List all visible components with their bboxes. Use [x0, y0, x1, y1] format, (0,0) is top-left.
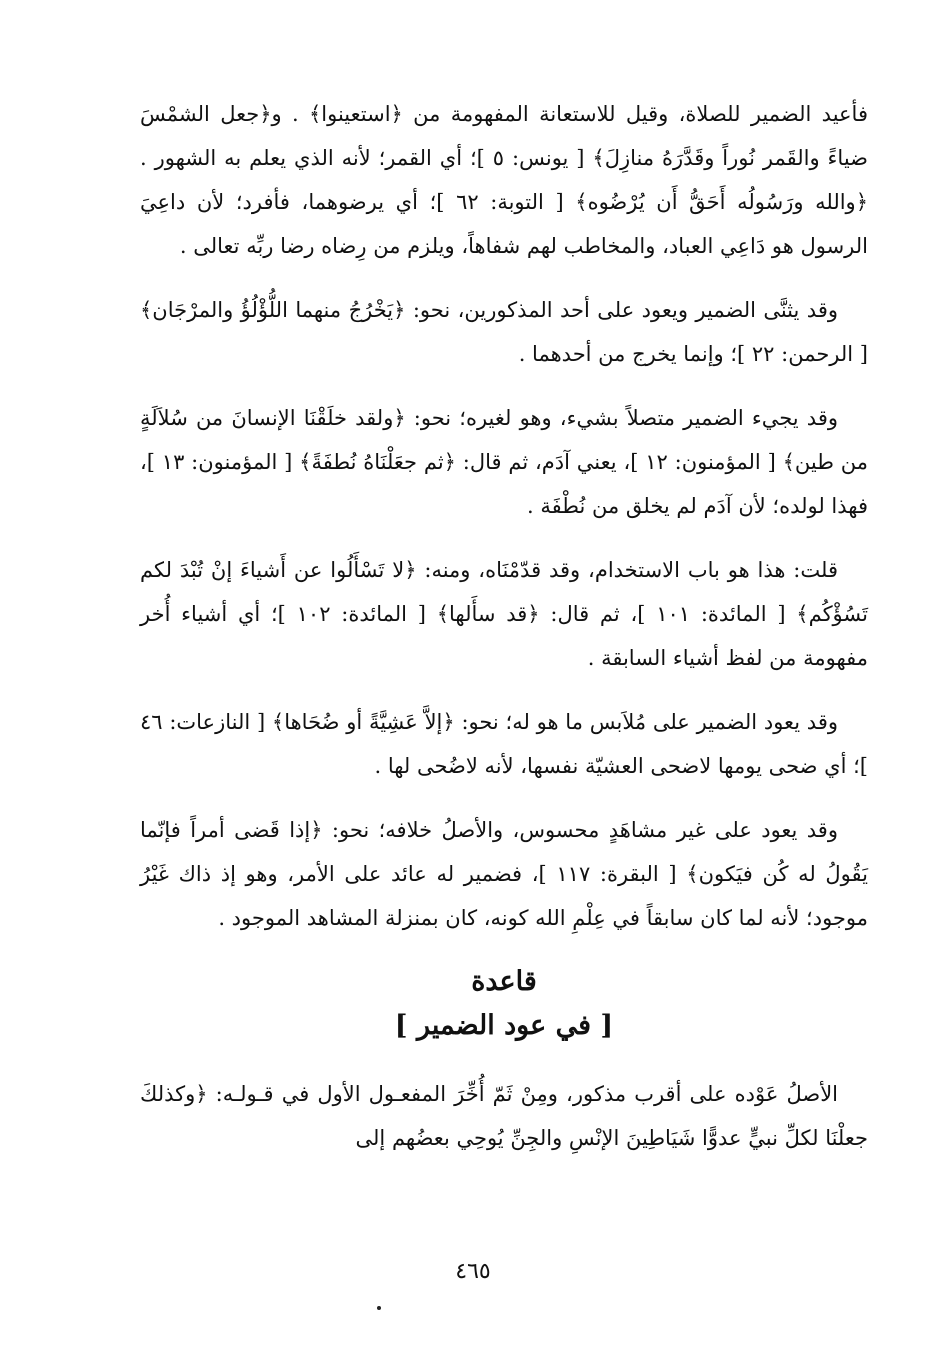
paragraph-6: وقد يعود على غير مشاهَدٍ محسوس، والأصلُ خلافه؛ نحو: ﴿إذا قَضى أمراً فإنّما يَقُولُ له كُن فيَكون﴾ [ البقرة: ١١٧ ]، فضمير له عائد على الأمر، وهو إذ ذاك غَيْرُ موجود؛ لأنه لما كان سابقاً في عِلْمِ الله كونه، كان بمنزلة المشاهد الموجود .: [140, 818, 868, 930]
paragraph-1: فأعيد الضمير للصلاة، وقيل للاستعانة المفهومة من ﴿استعينوا﴾ . و﴿جعل الشمْسَ ضياءً والقَمر نُوراً وقَدَّرَهُ منازِلَ﴾ [ يونس: ٥ ]؛ أي القمر؛ لأنه الذي يعلم به الشهور . ﴿والله ورَسُولُه أَحَقُّ أَن يُرْضُوه﴾ [ التوبة: ٦٢ ]؛ أي يرضوهما، فأفرد؛ لأن داعِيَ الرسول هو دَاعِي العباد، والمخاطب لهم شفاهاً، ويلزم من رِضاه رضا ربِّه تعالى .: [140, 102, 869, 258]
section-subheading: [ في عود الضمير ]: [394, 1010, 614, 1041]
paragraph-final: الأصلُ عَوْده على أقرب مذكور، ومِنْ ثَمّ أُخِّرَ المفعـول الأول في قـولـه: ﴿وكذلكَ جعلْنَا لكلِّ نبيٍّ عدوًّا شَيَاطِينَ الإنْسِ والجِنِّ يُوحِي بعضُهم إلى: [140, 1082, 868, 1150]
page-body: [140, 92, 868, 1180]
section-heading: قاعدة: [471, 966, 537, 997]
paragraph-5: وقد يعود الضمير على مُلاَبس ما هو له؛ نحو: ﴿إلاَّ عَشِيَّةً أو ضُحَاها﴾ [ النازعات: ٤٦ ]؛ أي ضحى يومها لاضحى العشيّة نفسها، لأنه لاضُحى لها .: [140, 710, 868, 778]
paragraph-4: قلت: هذا هو باب الاستخدام، وقد قدّمْنَاه، ومنه: ﴿لا تَسْأَلُوا عن أَشياءَ إنْ تُبْدَ لكم تَسُؤْكُم﴾ [ المائدة: ١٠١ ]، ثم قال: ﴿قد سأَلها﴾ [ المائدة: ١٠٢ ]؛ أي أشياء أُخر مفهومة من لفظ أشياء السابقة .: [140, 558, 868, 670]
paragraph-3: وقد يجيء الضمير متصلاً بشيء، وهو لغيره؛ نحو: ﴿ولقد خلَقْنَا الإنسانَ من سُلاَلَةٍ من طين﴾ [ المؤمنون: ١٢ ]، يعني آدَم، ثم قال: ﴿ثم جعَلْنَاهُ نُطفَةً﴾ [ المؤمنون: ١٣ ]، فهذا لولده؛ لأن آدَم لم يخلق من نُطْفَة .: [140, 406, 868, 518]
page-mark-dot: [377, 1306, 381, 1310]
page-number: ٤٦٥: [455, 1259, 491, 1284]
paragraph-2: وقد يثنَّى الضمير ويعود على أحد المذكورين، نحو: ﴿يَخْرُجُ منهما اللُّؤْلُؤُ والمرْجَان﴾ [ الرحمن: ٢٢ ]؛ وإنما يخرج من أحدهما .: [140, 298, 868, 366]
